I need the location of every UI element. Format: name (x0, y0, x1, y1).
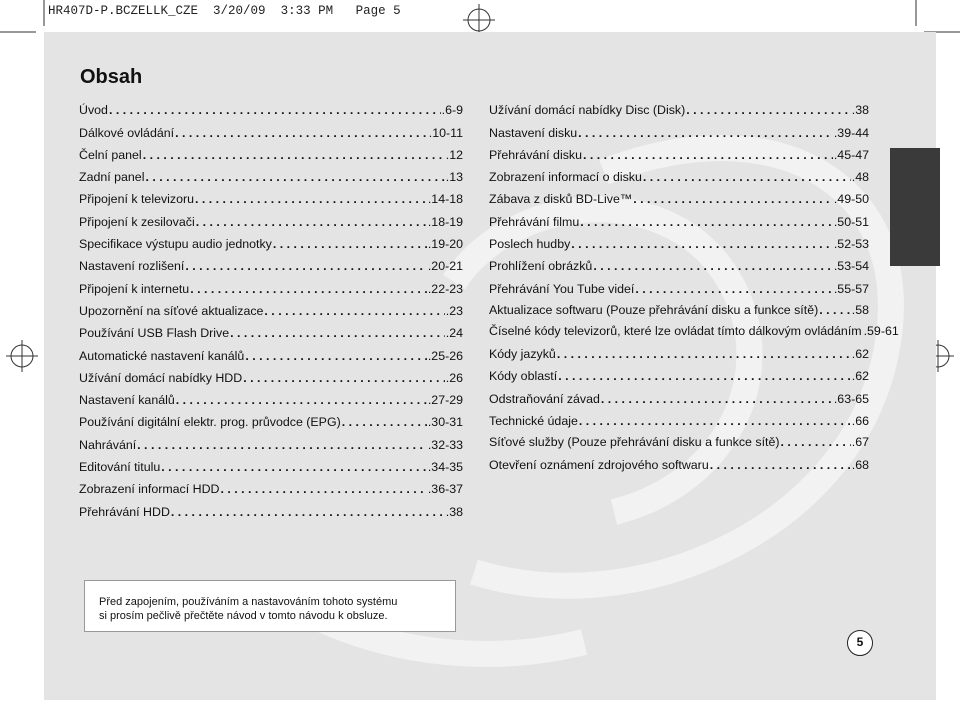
toc-left-column (79, 95, 463, 519)
toc-leader-dots (780, 435, 850, 449)
toc-entry-title: Technické údaje (489, 413, 578, 428)
toc-entry-title: Čelní panel (79, 147, 142, 162)
toc-leader-dots (580, 215, 833, 229)
toc-entry-title: Používání USB Flash Drive (79, 326, 230, 341)
toc-leader-dots (195, 192, 427, 206)
toc-entry-page: .38 (851, 103, 869, 118)
toc-leader-dots (230, 326, 445, 340)
toc-entry (79, 407, 463, 429)
toc-entry-title: Síťové služby (Pouze přehrávání disku a funkce sítě) (489, 434, 780, 449)
toc-entry-page: .62 (851, 346, 869, 361)
toc-entry-title: Specifikace výstupu audio jednotky (79, 237, 272, 252)
toc-entry-page: .48 (851, 170, 869, 185)
toc-entry (79, 117, 463, 139)
toc-entry-page: .20-21 (427, 259, 463, 274)
toc-entry-page: .19-20 (427, 237, 463, 252)
toc-entry-page: .52-53 (833, 237, 869, 252)
toc-entry-page: .50-51 (833, 214, 869, 229)
toc-leader-dots (171, 505, 445, 519)
toc-entry (79, 340, 463, 362)
registration-mark-left (6, 340, 38, 372)
toc-leader-dots (571, 237, 833, 251)
toc-entry-page: .62 (851, 369, 869, 384)
toc-leader-dots (558, 369, 851, 383)
toc-leader-dots (819, 303, 851, 317)
toc-entry (489, 206, 869, 228)
toc-leader-dots (342, 415, 427, 429)
slug-file: HR407D-P.BCZELLK_CZE (48, 4, 199, 18)
toc-entry-page: .12 (445, 147, 463, 162)
toc-entry-title: Zobrazení informací o disku (489, 170, 642, 185)
toc-entry (489, 184, 869, 206)
toc-entry-title: Číselné kódy televizorů, které lze ovládat tímto dálkovým ovládáním (489, 323, 862, 338)
notice-line-2: si prosím pečlivě přečtěte návod v tomto návodu k obsluze. (99, 610, 388, 622)
toc-entry (489, 435, 869, 449)
toc-entry-title: Přehrávání disku (489, 147, 582, 162)
toc-entry-page: .18-19 (427, 214, 463, 229)
toc-entry-title: Používání digitální elektr. prog. průvodce (EPG) (79, 415, 341, 430)
toc-entry-page: .39-44 (833, 125, 869, 140)
toc-entry-page: .34-35 (427, 460, 463, 475)
toc-leader-dots (161, 460, 427, 474)
toc-entry (79, 452, 463, 474)
toc-entry (79, 318, 463, 340)
toc-entry-page: .36-37 (427, 482, 463, 497)
toc-entry-title: Dálkové ovládání (79, 125, 175, 140)
toc-entry-title: Upozornění na síťové aktualizace (79, 303, 264, 318)
toc-entry (489, 406, 869, 428)
toc-entry-page: .14-18 (427, 192, 463, 207)
toc-entry-title: Připojení k televizoru (79, 192, 195, 207)
toc-entry-page: .38 (445, 504, 463, 519)
toc-entry (79, 296, 463, 318)
toc-entry (489, 229, 869, 251)
toc-entry-page: .63-65 (833, 391, 869, 406)
toc-entry (79, 429, 463, 451)
toc-entry-title: Připojení k internetu (79, 281, 190, 296)
content-panel (44, 32, 936, 700)
toc-leader-dots (143, 148, 445, 162)
notice-box (84, 580, 456, 632)
toc-entry (79, 496, 463, 518)
toc-leader-dots (593, 259, 833, 273)
toc-leader-dots (220, 482, 426, 496)
toc-entry (489, 140, 869, 162)
toc-entry-title: Otevření oznámení zdrojového softwaru (489, 458, 709, 473)
toc-entry-page: .59-61 (863, 323, 899, 338)
toc-entry-page: .67 (851, 434, 869, 449)
toc-entry (79, 95, 463, 117)
toc-entry-page: .55-57 (833, 281, 869, 296)
toc-entry-page: .49-50 (833, 192, 869, 207)
toc-entry (79, 184, 463, 206)
toc-entry-page: .58 (851, 302, 869, 317)
toc-entry-page: .66 (851, 413, 869, 428)
toc-entry (489, 117, 869, 139)
toc-entry-title: Přehrávání filmu (489, 214, 580, 229)
toc-entry (489, 323, 899, 338)
toc-leader-dots (109, 103, 441, 117)
toc-entry-title: Nastavení disku (489, 125, 578, 140)
toc-entry (79, 251, 463, 273)
page-number: 5 (847, 630, 873, 656)
toc-entry-title: Zobrazení informací HDD (79, 482, 220, 497)
toc-entry-page: .30-31 (427, 415, 463, 430)
toc-entry-page: .68 (851, 458, 869, 473)
toc-entry (79, 206, 463, 228)
toc-leader-dots (137, 438, 427, 452)
toc-leader-dots (145, 170, 444, 184)
toc-entry-title: Nastavení kanálů (79, 393, 175, 408)
toc-leader-dots (557, 347, 851, 361)
toc-entry-page: .45-47 (833, 147, 869, 162)
toc-leader-dots (578, 126, 833, 140)
toc-entry-title: Automatické nastavení kanálů (79, 348, 245, 363)
toc-entry (79, 162, 463, 184)
toc-leader-dots (686, 103, 851, 117)
toc-entry-title: Úvod (79, 103, 108, 118)
toc-entry-page: .22-23 (427, 281, 463, 296)
notice-line-1: Před zapojením, používáním a nastavováním tohoto systému (99, 596, 398, 608)
toc-entry (79, 140, 463, 162)
toc-leader-dots (710, 458, 851, 472)
toc-leader-dots (635, 282, 833, 296)
toc-entry-title: Odstraňování závad (489, 391, 600, 406)
toc-entry-page: .6-9 (441, 103, 463, 118)
chapter-tab (890, 148, 940, 266)
toc-entry (489, 450, 869, 472)
toc-entry-page: .10-11 (428, 125, 463, 140)
toc-entry-page: .25-26 (427, 348, 463, 363)
slug-date: 3/20/09 (213, 4, 266, 18)
slug-time: 3:33 PM (280, 4, 334, 18)
toc-entry-title: Přehrávání HDD (79, 504, 170, 519)
toc-entry-page: .24 (445, 326, 463, 341)
toc-leader-dots (633, 192, 833, 206)
toc-entry-title: Nahrávání (79, 437, 137, 452)
slug-page: Page 5 (355, 4, 401, 18)
toc-leader-dots (185, 259, 426, 273)
toc-leader-dots (264, 304, 444, 318)
toc-entry-title: Kódy oblastí (489, 369, 558, 384)
toc-entry-page: .53-54 (833, 259, 869, 274)
toc-entry (79, 229, 463, 251)
toc-entry-title: Poslech hudby (489, 237, 571, 252)
toc-entry (79, 385, 463, 407)
toc-entry-title: Připojení k zesilovači (79, 214, 195, 229)
toc-entry-title: Užívání domácí nabídky Disc (Disk) (489, 103, 686, 118)
toc-entry-title: Zadní panel (79, 170, 145, 185)
toc-leader-dots (273, 237, 427, 251)
toc-entry-title: Přehrávání You Tube videí (489, 281, 635, 296)
toc-entry (489, 303, 869, 317)
toc-entry-page: .26 (445, 370, 463, 385)
toc-entry (489, 95, 869, 117)
toc-entry-page: .13 (445, 170, 463, 185)
toc-entry (79, 363, 463, 385)
toc-entry (489, 162, 869, 184)
toc-leader-dots (176, 393, 427, 407)
toc-entry-title: Prohlížení obrázků (489, 259, 593, 274)
toc-entry (489, 273, 869, 295)
toc-entry-title: Nastavení rozlišení (79, 259, 185, 274)
toc-entry-title: Kódy jazyků (489, 346, 556, 361)
toc-entry (489, 361, 869, 383)
toc-leader-dots (601, 392, 833, 406)
toc-entry (489, 383, 869, 405)
toc-entry-title: Editování titulu (79, 460, 161, 475)
toc-entry-page: .27-29 (427, 393, 463, 408)
toc-entry (79, 273, 463, 295)
toc-entry-title: Užívání domácí nabídky HDD (79, 370, 243, 385)
toc-leader-dots (245, 349, 427, 363)
page-title: Obsah (80, 66, 143, 88)
toc-entry-page: .32-33 (427, 437, 463, 452)
toc-leader-dots (175, 126, 428, 140)
toc-entry (79, 474, 463, 496)
toc-leader-dots (579, 414, 851, 428)
toc-leader-dots (583, 148, 833, 162)
toc-leader-dots (196, 215, 427, 229)
toc-leader-dots (243, 371, 445, 385)
toc-leader-dots (643, 170, 851, 184)
toc-right-column (489, 95, 899, 473)
toc-entry-title: Aktualizace softwaru (Pouze přehrávání disku a funkce sítě) (489, 302, 819, 317)
toc-entry-title: Zábava z disků BD-Live™ (489, 192, 633, 207)
toc-entry (489, 339, 869, 361)
toc-entry (489, 251, 869, 273)
toc-entry-page: .23 (445, 303, 463, 318)
toc-leader-dots (190, 282, 427, 296)
